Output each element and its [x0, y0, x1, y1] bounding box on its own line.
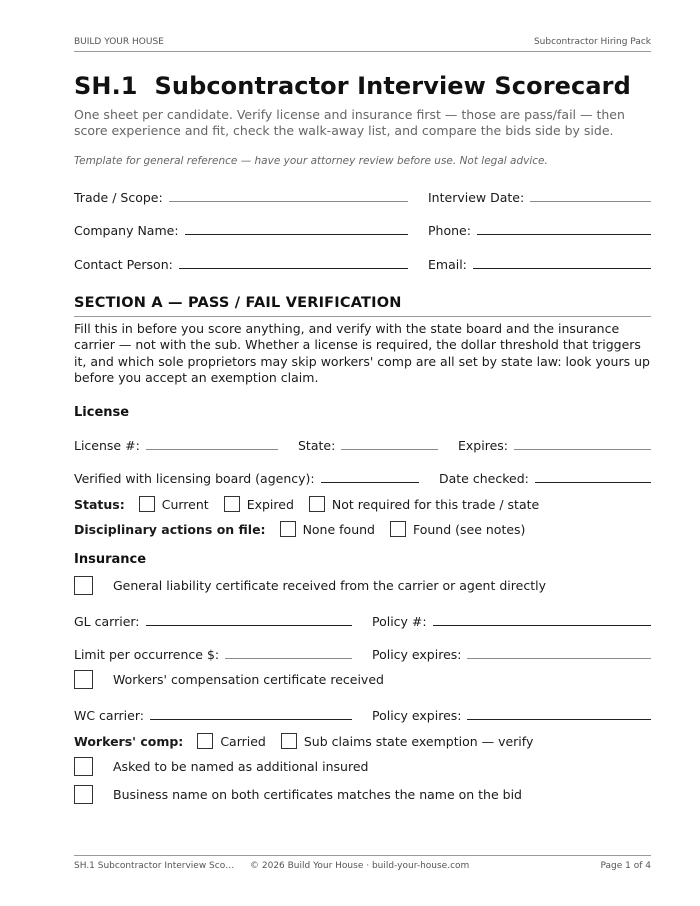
status-label: Status:	[74, 496, 125, 512]
status-option-label: Expired	[246, 496, 294, 512]
status-option-expired[interactable]	[224, 496, 294, 512]
checkbox-icon[interactable]	[280, 521, 296, 537]
limit-field[interactable]	[74, 644, 352, 662]
status-option-label: Not required for this trade / state	[331, 496, 540, 512]
header-brand: BUILD YOUR HOUSE	[74, 37, 164, 47]
wc-expires-line[interactable]	[467, 719, 651, 720]
document-page	[74, 0, 651, 906]
gl-policy-field[interactable]	[372, 611, 651, 629]
workers-comp-row	[74, 732, 548, 750]
verified-agency-label: Verified with licensing board (agency):	[74, 471, 315, 486]
date-checked-label: Date checked:	[439, 471, 529, 486]
wc-certificate-check[interactable]	[74, 669, 384, 689]
disciplinary-option-found[interactable]	[390, 521, 525, 537]
interview-date-field[interactable]	[428, 187, 651, 205]
checkbox-icon[interactable]	[139, 496, 155, 512]
gl-expires-field[interactable]	[372, 644, 651, 662]
company-name-label: Company Name:	[74, 223, 179, 238]
contact-person-line[interactable]	[179, 268, 408, 269]
gl-policy-label: Policy #:	[372, 614, 427, 629]
interview-date-label: Interview Date:	[428, 190, 525, 205]
license-number-field[interactable]	[74, 435, 278, 453]
phone-field[interactable]	[428, 220, 651, 238]
section-a-instructions: Fill this in before you score anything, and verify with the state board and the insurance carrier — not with the sub. Whether a license is required, the dollar threshold that triggers it, and which sole proprietors may skip workers' comp are all set by state law: look yours up before you accept an exemption claim.	[74, 321, 650, 386]
section-a-title: SECTION A — PASS / FAIL VERIFICATION	[74, 295, 402, 311]
license-expires-line[interactable]	[514, 449, 651, 450]
header-pack-name: Subcontractor Hiring Pack	[533, 37, 651, 47]
additional-insured-check[interactable]	[74, 756, 368, 776]
footer-copyright: © 2026 Build Your House · build-your-house.com	[250, 861, 470, 871]
checkbox-icon[interactable]	[197, 733, 213, 749]
license-heading: License	[74, 405, 130, 420]
wc-certificate-label: Workers' compensation certificate received	[113, 671, 384, 687]
checkbox-icon[interactable]	[74, 670, 93, 689]
wc-option-carried[interactable]	[197, 733, 266, 749]
phone-line[interactable]	[477, 234, 651, 235]
date-checked-line[interactable]	[535, 482, 651, 483]
name-match-label: Business name on both certificates matches the name on the bid	[113, 786, 522, 802]
date-checked-field[interactable]	[439, 468, 651, 486]
wc-option-label: Carried	[220, 733, 266, 749]
disciplinary-row	[74, 520, 540, 538]
wc-option-label: Sub claims state exemption — verify	[303, 733, 534, 749]
disciplinary-option-label: Found (see notes)	[412, 521, 526, 537]
gl-certificate-check[interactable]	[74, 575, 546, 595]
page-title: SH.1 Subcontractor Interview Scorecard	[74, 72, 631, 100]
disciplinary-label: Disciplinary actions on file:	[74, 521, 266, 537]
footer-doc-title: SH.1 Subcontractor Interview Sco…	[74, 861, 235, 871]
disciplinary-option-none[interactable]	[280, 521, 375, 537]
additional-insured-label: Asked to be named as additional insured	[113, 758, 369, 774]
wc-expires-field[interactable]	[372, 705, 651, 723]
checkbox-icon[interactable]	[281, 733, 297, 749]
email-label: Email:	[428, 257, 467, 272]
gl-carrier-label: GL carrier:	[74, 614, 140, 629]
status-option-not-required[interactable]	[309, 496, 539, 512]
gl-carrier-line[interactable]	[146, 625, 352, 626]
wc-carrier-field[interactable]	[74, 705, 352, 723]
section-a-heading	[74, 292, 651, 317]
company-name-field[interactable]	[74, 220, 408, 238]
contact-person-field[interactable]	[74, 254, 408, 272]
disciplinary-option-label: None found	[302, 521, 375, 537]
status-option-current[interactable]	[139, 496, 209, 512]
trade-scope-field[interactable]	[74, 187, 408, 205]
name-match-check[interactable]	[74, 784, 522, 804]
checkbox-icon[interactable]	[309, 496, 325, 512]
limit-label: Limit per occurrence $:	[74, 647, 220, 662]
license-state-field[interactable]	[298, 435, 438, 453]
status-option-label: Current	[161, 496, 209, 512]
limit-line[interactable]	[225, 658, 352, 659]
gl-policy-line[interactable]	[433, 625, 651, 626]
intro-text: One sheet per candidate. Verify license and insurance first — those are pass/fail — then score experience and fit, check the walk-away list, and compare the bids side by side.	[74, 107, 625, 138]
wc-carrier-line[interactable]	[150, 719, 352, 720]
contact-person-label: Contact Person:	[74, 257, 173, 272]
license-number-line[interactable]	[146, 449, 278, 450]
insurance-heading: Insurance	[74, 552, 147, 567]
checkbox-icon[interactable]	[74, 785, 93, 804]
gl-certificate-label: General liability certificate received from the carrier or agent directly	[113, 577, 546, 593]
license-state-line[interactable]	[341, 449, 438, 450]
legal-disclaimer: Template for general reference — have your attorney review before use. Not legal advice.	[74, 155, 548, 167]
footer-page-number: Page 1 of 4	[600, 861, 651, 871]
interview-date-line[interactable]	[530, 201, 651, 202]
phone-label: Phone:	[428, 223, 471, 238]
license-expires-label: Expires:	[458, 438, 508, 453]
wc-option-exemption[interactable]	[281, 733, 534, 749]
license-status-row	[74, 495, 554, 513]
verified-agency-line[interactable]	[321, 482, 419, 483]
gl-expires-line[interactable]	[467, 658, 651, 659]
license-number-label: License #:	[74, 438, 140, 453]
email-line[interactable]	[473, 268, 651, 269]
gl-expires-label: Policy expires:	[372, 647, 462, 662]
wc-carrier-label: WC carrier:	[74, 708, 144, 723]
license-state-label: State:	[298, 438, 336, 453]
trade-scope-line[interactable]	[169, 201, 408, 202]
verified-agency-field[interactable]	[74, 468, 419, 486]
company-name-line[interactable]	[185, 234, 408, 235]
license-expires-field[interactable]	[458, 435, 651, 453]
page-footer	[74, 855, 651, 875]
checkbox-icon[interactable]	[74, 576, 93, 595]
workers-comp-label: Workers' comp:	[74, 733, 184, 749]
trade-scope-label: Trade / Scope:	[74, 190, 163, 205]
checkbox-icon[interactable]	[224, 496, 240, 512]
checkbox-icon[interactable]	[390, 521, 406, 537]
email-field[interactable]	[428, 254, 651, 272]
gl-carrier-field[interactable]	[74, 611, 352, 629]
page-header	[74, 36, 651, 52]
wc-expires-label: Policy expires:	[372, 708, 462, 723]
checkbox-icon[interactable]	[74, 757, 93, 776]
